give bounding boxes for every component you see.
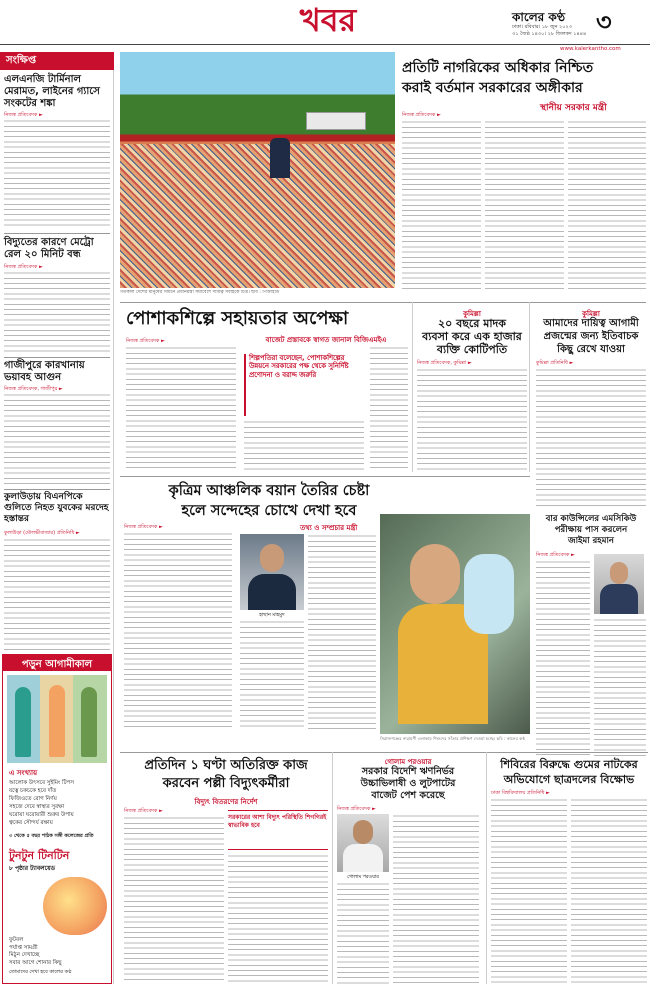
- br-body-col2: [571, 798, 647, 984]
- garment-body-col1: [126, 346, 236, 472]
- promo-fashion-image: [7, 675, 107, 763]
- br-headline-1: শিবিরের বিরুদ্ধে গুমের নাটকের: [500, 758, 638, 771]
- future-byline: কুমিল্লা প্রতিনিধি ►: [536, 360, 574, 366]
- ai-body-col3: [308, 534, 376, 730]
- dateline-2: ৩১ জৈষ্ঠ ১৪৩০। ২৮ জিলকদ ১৪৪৪: [512, 31, 587, 37]
- promo-item-0: আলোক উৎসবে সুইমিং টিপস: [9, 780, 74, 786]
- future-kicker: কুমিল্লা: [582, 310, 600, 318]
- brief-title: বিদ্যুতের কারণে মেট্রো রেল ২০ মিনিট বন্ধ: [4, 237, 94, 260]
- garment-byline: নিজস্ব প্রতিবেদক ►: [126, 338, 165, 344]
- bm-headline-1: সরকার বিদেশি ঋণনির্ভর: [361, 766, 455, 777]
- exam-body-col1: [536, 560, 590, 756]
- brief-byline: নিজস্ব প্রতিবেদক, গাজীপুর ►: [4, 386, 63, 392]
- promo-item-3: সহজে দেবে স্বাস্থ্যর সুরক্ষা: [9, 804, 65, 810]
- bl-byline: নিজস্ব প্রতিবেদক ►: [124, 808, 163, 814]
- top-headline-1: প্রতিটি নাগরিকের অধিকার নিশ্চিত: [402, 60, 594, 76]
- exam-headline-2: পরীক্ষায় পাস করলেন: [554, 525, 628, 535]
- exam-byline: নিজস্ব প্রতিবেদক ►: [536, 552, 575, 558]
- ai-body-col1: [124, 532, 232, 730]
- kids-item-3: সবার আগে শোনার কিছু: [9, 959, 62, 966]
- section-title: খবর: [299, 1, 357, 39]
- promo-item: [9, 779, 109, 827]
- divider: [4, 489, 110, 490]
- divider: [4, 233, 110, 234]
- promo-subheader: এ সংখ্যায়: [9, 769, 38, 777]
- future-headline-1: আমাদের দায়িত্ব আগামী: [543, 318, 639, 329]
- bl-body-col1: [124, 816, 224, 982]
- bl-headline-1: প্রতিদিন ১ ঘণ্টা অতিরিক্ত কাজ: [144, 758, 308, 773]
- future-headline-3: কিছু রেখে যাওয়া: [557, 344, 625, 355]
- divider: [120, 476, 530, 477]
- tax-byline: নিজস্ব প্রতিবেদক, কুমিল্লা ►: [417, 360, 472, 366]
- garment-headline: পোশাকশিল্পে সহায়তার অপেক্ষা: [126, 308, 349, 329]
- garment-pullquote-text: শিল্পপতিরা বলেছেন, পোশাকশিল্পের উন্নয়নে সরকারের পক্ষ থেকে সুনির্দিষ্ট প্রণোদনা ও বরাদ্দ জরুরি: [249, 354, 349, 379]
- brief-body: [4, 119, 110, 227]
- future-story: [534, 302, 648, 508]
- exam-story: [534, 510, 648, 756]
- future-headline-2: প্রজন্মের জন্য ইতিবাচক: [543, 331, 639, 342]
- ai-headline-1: কৃত্রিম আঞ্চলিক বয়ান তৈরির চেষ্টা: [168, 483, 370, 499]
- sidebar: [0, 52, 114, 984]
- brief-body: [4, 271, 110, 353]
- br-byline: ঢাকা বিশ্ববিদ্যালয় প্রতিনিধি ►: [491, 790, 550, 796]
- brief-byline: নিজস্ব প্রতিবেদক ►: [4, 264, 43, 270]
- page-number: ৩: [596, 8, 612, 36]
- promo-item-4: ঘরোয়া ঘরোয়ারী শুরুর উপায়: [9, 812, 74, 818]
- brief-title: এলএনজি টার্মিনাল মেরামত, লাইনের গ্যাসে সংকটের শঙ্কা: [4, 74, 100, 109]
- website[interactable]: www.kalerkantho.com: [560, 46, 621, 52]
- kids-note: ৩ থেকে ৫ বছর পাঠক সঙ্গী কলেজের প্রতি: [9, 833, 94, 839]
- ai-portrait-caption: হাছান মাহমুদ: [259, 612, 285, 618]
- promo-footer-line: তোমাদের দেখা হবে কালের কণ্ঠ: [9, 969, 72, 975]
- ai-byline: নিজস্ব প্রতিবেদক ►: [124, 524, 163, 530]
- bm-portrait: [337, 814, 389, 872]
- child-photo-caption: সিরাজগঞ্জের নারায়ণী এলাকায় শিশুদের সাঁতার প্রশিক্ষণ দেওয়া হচ্ছে। ছবি : কালের কণ্ঠ: [380, 736, 526, 741]
- bl-body-col2: [228, 854, 328, 982]
- top-kicker: স্থানীয় সরকার মন্ত্রী: [540, 103, 607, 113]
- brief-title: গাজীপুরে কারখানায় ভয়াবহ আগুন: [4, 360, 85, 383]
- ai-headline-2: হলে সন্দেহের চোখে দেখা হবে: [181, 503, 357, 519]
- future-body: [536, 368, 646, 506]
- exam-headline-1: বার কাউন্সিলের এমসিকিউ: [545, 514, 637, 524]
- bm-headline-2: উচ্চাভিলাষী ও লুটপাটের: [360, 778, 456, 789]
- kids-title: টুনটুন টিনটিন: [9, 849, 70, 862]
- tax-story: [412, 302, 530, 472]
- bl-headline-2: করবেন পল্লী বিদ্যুৎকর্মীরা: [162, 776, 290, 791]
- tax-headline-3: ব্যক্তি কোটিপতি: [436, 343, 508, 356]
- brief-body: [4, 393, 110, 485]
- bl-pullquote: [228, 810, 328, 850]
- tax-body: [417, 368, 527, 470]
- ai-label: তথ্য ও সম্প্রচার মন্ত্রী: [300, 524, 358, 532]
- garment-body-col2: [244, 420, 364, 472]
- bm-headline-3: বাজেট পেশ করেছে: [371, 790, 445, 801]
- bottom-right: [486, 752, 648, 984]
- promo-item-5: ত্বকের সৌন্দর্য রক্ষায়: [9, 820, 53, 826]
- brief-byline: কুলাউড়া (মৌলভীবাজার) প্রতিনিধি ►: [4, 530, 80, 536]
- brief-title: কুলাউড়ায় বিএনপিকে গুলিতে নিহত যুবকের মরদেহ হস্তান্তর: [4, 492, 109, 524]
- br-body-col1: [491, 798, 567, 984]
- ai-portrait: [240, 534, 304, 610]
- ai-body-col2: [240, 620, 304, 730]
- kids-item-list: [9, 937, 109, 967]
- brief-byline: নিজস্ব প্রতিবেদক ►: [4, 112, 43, 118]
- rally-photo: [120, 52, 395, 288]
- divider: [4, 357, 110, 358]
- bm-byline: নিজস্ব প্রতিবেদক ►: [337, 806, 376, 812]
- kids-item-2: মিঠুন দেখাচ্ছে: [9, 952, 40, 958]
- br-headline-2: অভিযোগে ছাত্রদলের বিক্ষোভ: [503, 773, 635, 786]
- paper-name: কালের কণ্ঠ: [512, 10, 566, 24]
- garment-body-col3: [370, 346, 408, 472]
- kids-item-0: ফুটবল: [9, 937, 24, 943]
- exam-headline-3: জাইমা রহমান: [567, 536, 615, 546]
- dateline-1: ঢাকা। রবিবার। ১৮ জুন ২০২৩: [512, 24, 573, 30]
- bm-portrait-caption: গোলাম পরওয়ার: [347, 875, 379, 880]
- promo-item-1: যত্নে চকচকে হবে দাঁত: [9, 788, 57, 794]
- brief-body: [4, 538, 110, 650]
- promo-item-2: ফিজিওতে রোগ নির্ণয়: [9, 796, 57, 802]
- garment-pullquote: [244, 354, 364, 416]
- masthead-logo: [512, 6, 570, 24]
- garment-side-label: বাজেট প্রস্তাবকে স্বাগত জানাল বিজিএমইএ: [265, 336, 387, 344]
- tax-headline-2: ব্যবসা করে এক হাজার: [422, 330, 522, 343]
- kids-item-1: পর্যাপ্ত সামগ্রী: [9, 944, 38, 951]
- bl-subhead: বিদ্যুৎ বিতরণের নির্দেশ: [194, 798, 258, 806]
- promo-header: পড়ুন আগামীকাল: [21, 659, 93, 670]
- kids-sub: ৮ পৃষ্ঠার ট্যাবলয়েড: [9, 865, 56, 872]
- rally-photo-caption: গতকাল দেশের মানুষের সামনে প্রধানমন্ত্রী সমাবেশে দায়িত্ব সবাইকে চিত্র। ছবি : পিআইডি: [120, 290, 280, 295]
- top-byline: নিজস্ব প্রতিবেদক ►: [402, 112, 441, 118]
- child-photo: [380, 514, 530, 734]
- tax-headline-1: ২০ বছরে মাদক: [438, 317, 506, 330]
- top-story-body: [402, 120, 646, 292]
- bm-body-col1: [393, 814, 479, 984]
- rule-top: [0, 44, 650, 45]
- sidebar-header: সংক্ষিপ্ত: [6, 55, 37, 66]
- exam-body-col2: [594, 618, 646, 756]
- bm-body-col2: [337, 882, 389, 984]
- promo-box: [2, 654, 112, 984]
- kids-illustration: [43, 877, 107, 935]
- bl-pullquote-text: সরকারের আশা বিদ্যুৎ পরিস্থিতি শিগগিরই স্বাভাবিক হবে: [228, 814, 327, 829]
- top-headline-2: করাই বর্তমান সরকারের অঙ্গীকার: [402, 80, 583, 96]
- tax-kicker: কুমিল্লা: [463, 310, 481, 318]
- exam-portrait: [594, 554, 644, 614]
- bm-kicker: গোলাম পরওয়ার: [384, 758, 432, 766]
- bottom-mid: [332, 752, 482, 984]
